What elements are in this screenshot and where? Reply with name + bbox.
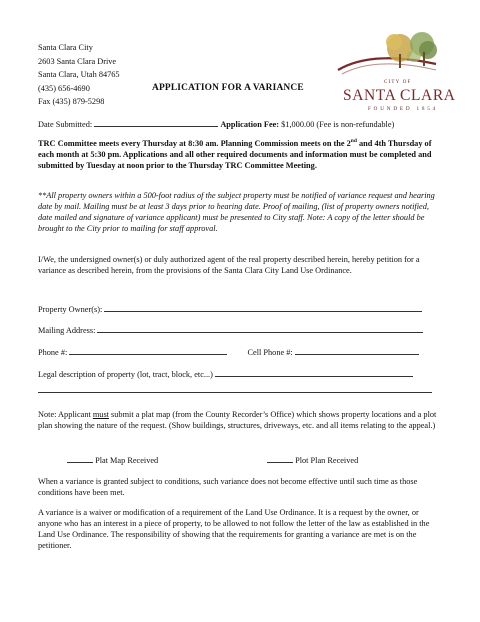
legal-description-continuation[interactable] bbox=[38, 392, 432, 393]
city-address-block bbox=[38, 41, 120, 109]
cell-phone-field[interactable] bbox=[295, 346, 419, 355]
note-prefix: Note: Applicant bbox=[38, 410, 93, 419]
date-submitted-field[interactable] bbox=[94, 118, 218, 127]
date-fee-line bbox=[38, 118, 394, 131]
plot-plan-check-field[interactable] bbox=[267, 454, 293, 463]
phone-field[interactable] bbox=[69, 346, 227, 355]
application-fee-label: Application Fee: bbox=[220, 120, 280, 129]
legal-description-label: Legal description of property (lot, tract, block, etc...) bbox=[38, 370, 213, 379]
trc-text-part2: and 4th Thursday of each month at 5:30 pm. Applications and all other required documents and information must be completed and submitted by Tuesday at noon prior to the Thursday TRC Committee Meeting. bbox=[38, 139, 432, 170]
notification-requirement: **All property owners within a 500-foot radius of the subject property must be notified of variance request and hearing date by mail. Mailing must be at least 3 days prior to hearing date. Proof of mailing, (list of property owners notified, date mailed and signature of variance applicant) must be presented to City staff. Note: A copy of the letter should be brought to the City prior to mailing for staff approval. bbox=[38, 191, 435, 233]
note-rest: submit a plat map (from the County Recorder’s Office) which shows property locations and a plot plan showing the nature of the request. (Show buildings, structures, driveways, etc. and all items relating to the appeal.) bbox=[38, 410, 437, 430]
trc-superscript: nd bbox=[350, 138, 357, 145]
page-title: APPLICATION FOR A VARIANCE bbox=[152, 83, 304, 93]
plot-plan-received-line bbox=[267, 454, 358, 467]
phone-line bbox=[38, 346, 419, 359]
date-submitted-label: Date Submitted: bbox=[38, 120, 93, 129]
mailing-address-field[interactable] bbox=[97, 324, 423, 333]
property-owners-label: Property Owner(s): bbox=[38, 305, 103, 314]
fax-number: Fax (435) 879-5298 bbox=[38, 97, 105, 107]
santa-clara-logo bbox=[332, 30, 456, 112]
variance-definition: A variance is a waiver or modification of a requirement of the Land Use Ordinance. It is a request by the owner, or anyone who has an interest in a piece of property, to be allowed to not follow the letter of the law as established in the Land Use Ordinance. The responsibility of showing that the requirements for granting a variance are met is on the petitioner. bbox=[38, 508, 430, 550]
plat-map-received-label: Plat Map Received bbox=[95, 456, 159, 465]
plat-map-check-field[interactable] bbox=[67, 454, 93, 463]
trees-logo-icon bbox=[332, 30, 442, 86]
application-fee-value: $1,000.00 (Fee is non-refundable) bbox=[281, 120, 395, 129]
legal-description-line bbox=[38, 368, 413, 381]
plat-map-received-line bbox=[67, 454, 158, 467]
trc-meeting-info bbox=[38, 139, 442, 172]
city-state-zip: Santa Clara, Utah 84765 bbox=[38, 70, 120, 80]
mailing-address-line bbox=[38, 324, 423, 337]
property-owners-field[interactable] bbox=[104, 303, 422, 312]
mailing-address-label: Mailing Address: bbox=[38, 326, 96, 335]
logo-founded: FOUNDED 1854 bbox=[368, 106, 439, 112]
petition-statement: I/We, the undersigned owner(s) or duly authorized agent of the real property described herein, hereby petition for a variance as described herein, from the provisions of the Santa Clara City Land Use Ordinance. bbox=[38, 255, 420, 275]
plot-plan-received-label: Plot Plan Received bbox=[295, 456, 359, 465]
conditions-paragraph: When a variance is granted subject to conditions, such variance does not become effective until such time as those conditions have been met. bbox=[38, 477, 418, 497]
city-name: Santa Clara City bbox=[38, 43, 93, 52]
plat-map-note bbox=[38, 410, 442, 432]
phone-number: (435) 656-4690 bbox=[38, 83, 90, 93]
note-must: must bbox=[92, 410, 109, 419]
property-owners-line bbox=[38, 303, 422, 316]
logo-name: SANTA CLARA bbox=[343, 87, 456, 104]
phone-label: Phone #: bbox=[38, 348, 68, 357]
cell-phone-label: Cell Phone #: bbox=[247, 348, 293, 357]
trc-text-part1: TRC Committee meets every Thursday at 8:30 am. Planning Commission meets on the 2 bbox=[38, 139, 351, 148]
legal-description-field[interactable] bbox=[215, 368, 413, 377]
logo-city-of: CITY OF bbox=[384, 80, 412, 85]
street-address: 2603 Santa Clara Drive bbox=[38, 56, 117, 66]
